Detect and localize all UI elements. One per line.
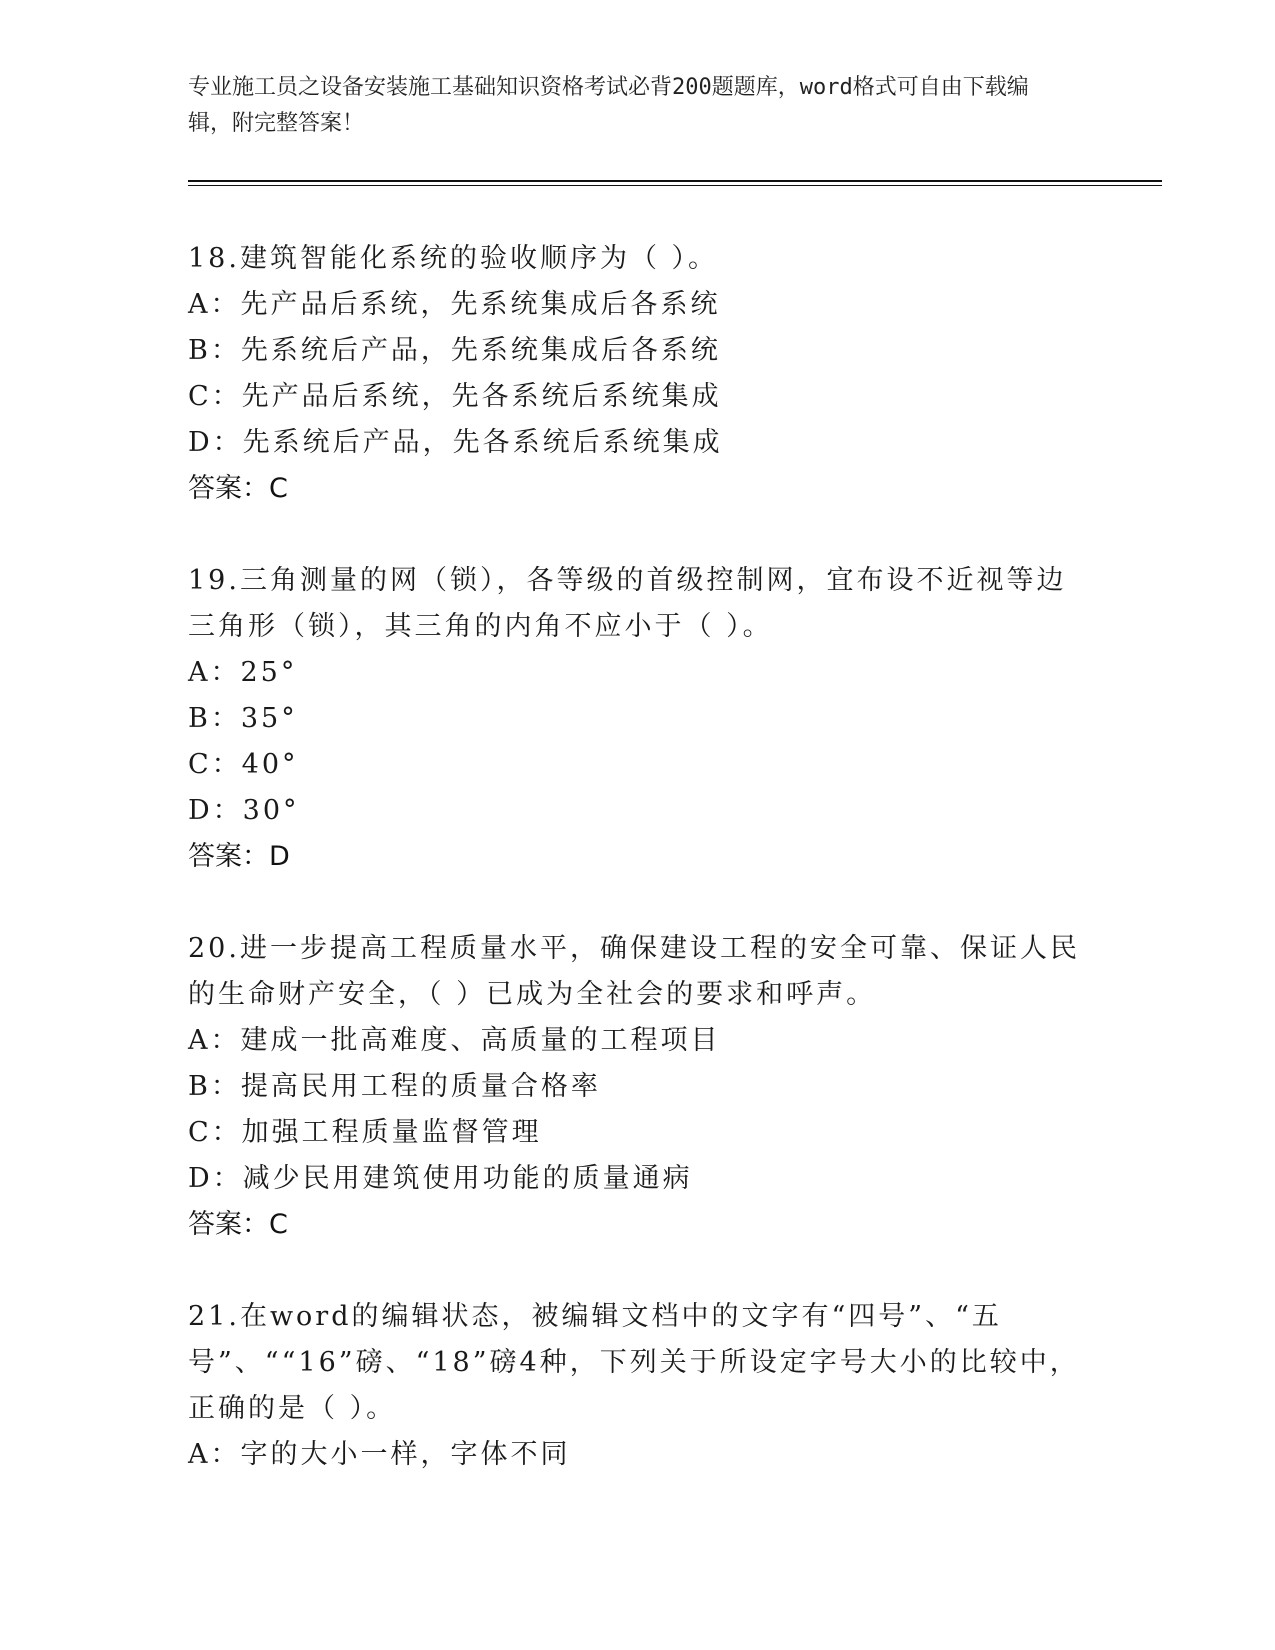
header-rule-thick [188, 180, 1162, 182]
option-d: D：减少民用建筑使用功能的质量通病 [188, 1163, 693, 1194]
question-text: 21.在word的编辑状态，被编辑文档中的文字有“四号”、“五号”、““16”磅、“18”磅4种，下列关于所设定字号大小的比较中，正确的是（ ）。 [188, 1301, 1080, 1424]
option-a: A：25° [188, 657, 298, 688]
question-list [188, 236, 1088, 1524]
option-b: B：35° [188, 703, 298, 734]
option-a: A：建成一批高难度、高质量的工程项目 [188, 1025, 721, 1056]
option-a: A：字的大小一样，字体不同 [188, 1439, 571, 1470]
answer: 答案：D [188, 841, 290, 872]
question-21 [188, 1294, 1088, 1478]
question-20 [188, 926, 1088, 1248]
option-c: C：40° [188, 749, 299, 780]
header-rule-thin [188, 185, 1162, 186]
option-c: C：先产品后系统，先各系统后系统集成 [188, 381, 722, 412]
option-a: A：先产品后系统，先系统集成后各系统 [188, 289, 721, 320]
document-header: 专业施工员之设备安装施工基础知识资格考试必背200题题库，word格式可自由下载编辑，附完整答案！ [188, 75, 1029, 136]
question-18 [188, 236, 1088, 512]
question-text: 18.建筑智能化系统的验收顺序为（ ）。 [188, 243, 719, 274]
option-c: C：加强工程质量监督管理 [188, 1117, 542, 1148]
question-text: 19.三角测量的网（锁），各等级的首级控制网，宜布设不近视等边三角形（锁），其三角的内角不应小于（ ）。 [188, 565, 1067, 642]
question-text: 20.进一步提高工程质量水平，确保建设工程的安全可靠、保证人民的生命财产安全，（ ）已成为全社会的要求和呼声。 [188, 933, 1080, 1010]
option-b: B：先系统后产品，先系统集成后各系统 [188, 335, 721, 366]
option-d: D：先系统后产品，先各系统后系统集成 [188, 427, 723, 458]
question-19 [188, 558, 1088, 880]
answer: 答案：C [188, 1209, 288, 1240]
option-d: D：30° [188, 795, 300, 826]
option-b: B：提高民用工程的质量合格率 [188, 1071, 601, 1102]
answer: 答案：C [188, 473, 288, 504]
